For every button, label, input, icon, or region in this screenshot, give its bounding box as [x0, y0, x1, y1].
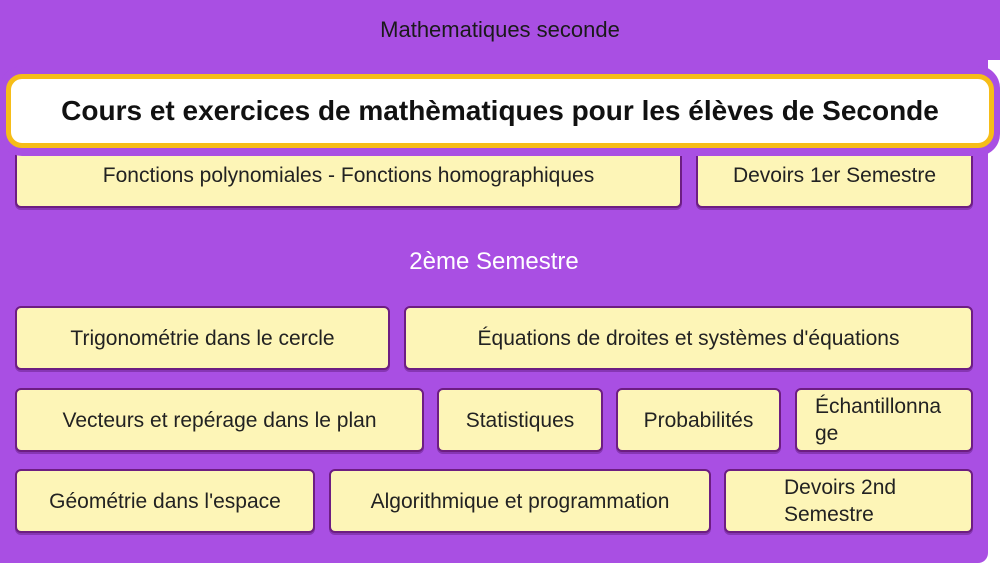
chapter-tile-vecteurs[interactable]	[15, 388, 424, 452]
chapter-tile-probabilites[interactable]	[616, 388, 781, 452]
page-title: Mathematiques seconde	[380, 17, 620, 42]
chapter-tile-label: Échantillonna ge	[815, 395, 942, 445]
chapter-tile-geometrie-espace[interactable]	[15, 469, 315, 533]
top-bar	[0, 0, 1000, 60]
chapter-tile-label: Statistiques	[465, 408, 575, 432]
chapter-tile-label: Géométrie dans l'espace	[49, 489, 281, 513]
chapter-tile-label: Algorithmique et programmation	[370, 489, 670, 513]
chapter-tile-echantillonnage[interactable]	[795, 388, 973, 452]
chapter-tile-label: Devoirs 2nd Semestre	[784, 476, 897, 526]
chapter-tile-statistiques[interactable]	[437, 388, 603, 452]
course-banner-text: Cours et exercices de mathèmatiques pour les élèves de Seconde	[61, 95, 939, 126]
chapter-tile-label: Probabilités	[643, 408, 754, 432]
semester-2-heading: 2ème Semestre	[409, 248, 579, 275]
course-banner	[0, 66, 1000, 156]
chapter-tile-equations-de-droites[interactable]	[404, 306, 973, 370]
chapter-tile-algorithmique[interactable]	[329, 469, 711, 533]
chapter-tile-label: Équations de droites et systèmes d'équations	[477, 326, 900, 350]
chapter-tile-label: Fonctions polynomiales - Fonctions homographiques	[102, 164, 595, 187]
course-banner-frame	[6, 74, 994, 148]
chapter-tile-devoirs-2nd-semestre[interactable]	[724, 469, 973, 533]
chapter-tile-label: Vecteurs et repérage dans le plan	[62, 408, 377, 432]
chapter-tile-label: Devoirs 1er Semestre	[732, 164, 937, 187]
chapter-tile-trigonometrie[interactable]	[15, 306, 390, 370]
chapter-tile-label: Trigonométrie dans le cercle	[70, 326, 335, 350]
